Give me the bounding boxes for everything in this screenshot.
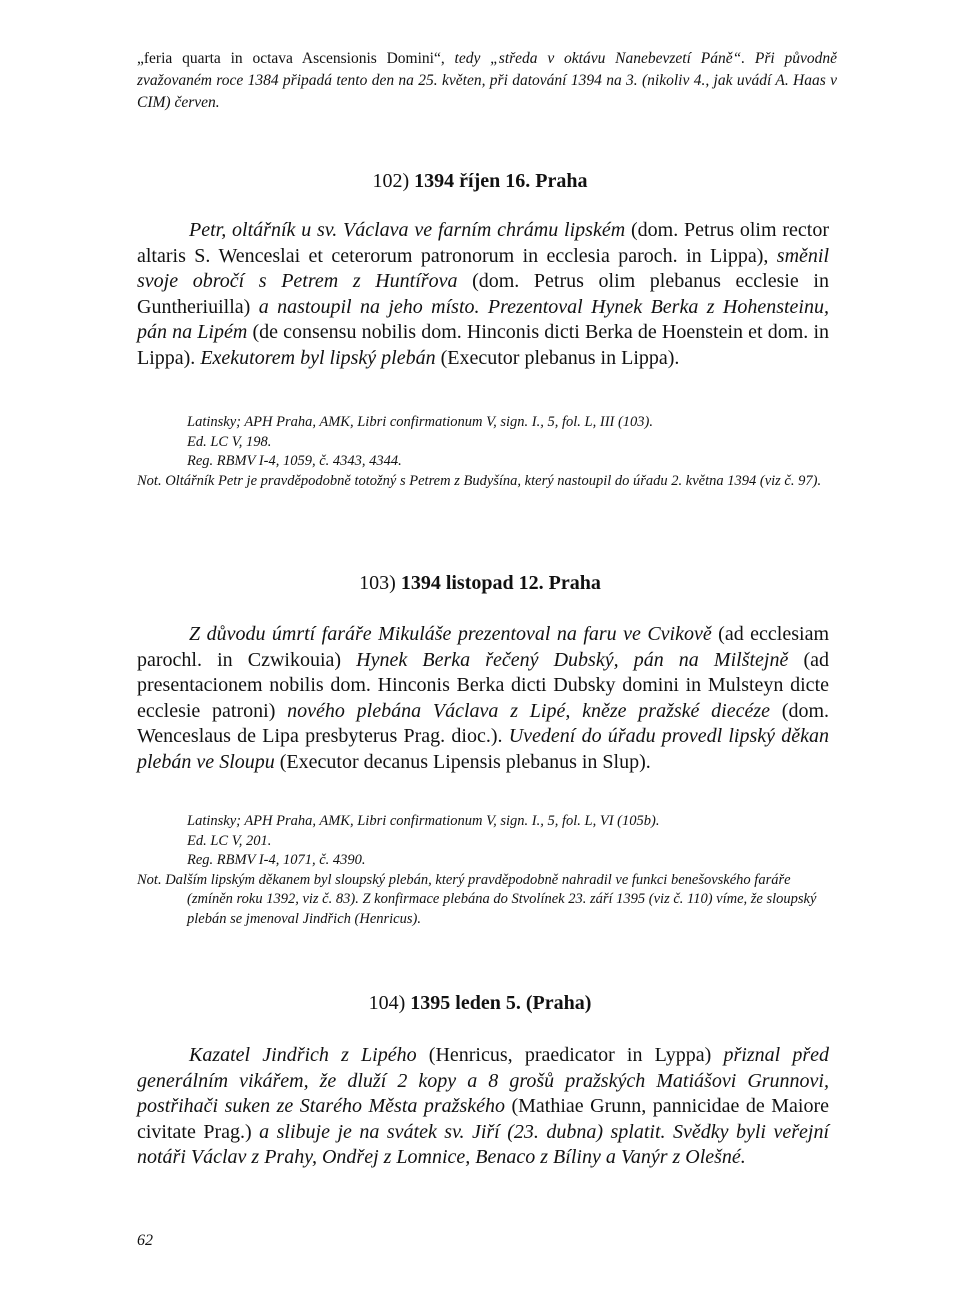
regest-103-part: (ad ecclesiam parochl. in Czwikouia)	[137, 623, 830, 671]
regest-103-part: nového plebána Václava z Lipé, kněze pražské diecéze	[287, 699, 771, 722]
regest-102-part: (Executor plebanus in Lippa).	[435, 346, 680, 369]
notes-102	[137, 413, 832, 491]
regest-102	[137, 218, 829, 371]
regest-104-part: přiznal před generálním vikářem, že dluží 2 kopy a 8 grošů pražských Matiášovi Grunnovi, postřihači suken ze Starého Města pražského	[137, 1044, 829, 1117]
regest-102-part: Petr, oltářník u sv. Václava ve farním chrámu lipském	[189, 219, 626, 241]
regest-103-text	[137, 622, 829, 775]
regest-104-part: (Mathiae Grunn, pannicidae de Maiore civitate Prag.)	[137, 1095, 829, 1143]
regest-102-part: (de consensu nobilis dom. Hinconis dicti Berka de Hoenstein et dom. in Lippa).	[137, 321, 830, 369]
regest-104-part: (Henricus, praedicator in Lyppa)	[416, 1044, 724, 1066]
regest-102-text	[137, 218, 829, 371]
page-number: 62	[137, 1232, 153, 1249]
regest-103-part: (dom. Wenceslaus de Lipa presbyterus Prag. dioc.).	[137, 699, 830, 747]
regest-102-part: směnil svoje obročí s Petrem z Huntířova	[137, 244, 829, 292]
regest-102-part: Exekutorem byl lipský plebán	[200, 346, 436, 369]
regest-103-part: Hynek Berka řečený Dubský, pán na Milštejně	[356, 648, 789, 671]
commentary-note: Not. Oltářník Petr je pravděpodobně totožný s Petrem z Budyšína, který nastoupil do úřadu 2. května 1394 (viz č. 97).	[137, 472, 822, 489]
notes-103	[137, 812, 832, 929]
regest-102-part: a nastoupil na jeho místo. Prezentoval Hynek Berka z Hohensteinu, pán na Lipém	[137, 295, 829, 343]
edition-note: Ed. LC V, 201.	[187, 832, 272, 849]
regest-104-part: a slibuje je na svátek sv. Jiří (23. dubna) splatit. Svědky byli veřejní notáři Václav z Prahy, Ondřej z Lomnice, Benaco z Bíliny a Vanýr z Olešné.	[137, 1120, 829, 1168]
regest-102-part: (dom. Petrus olim plebanus ecclesie in Guntheriuilla)	[137, 270, 829, 318]
heading-102	[0, 168, 960, 194]
regest-note: Reg. RBMV I-4, 1071, č. 4390.	[187, 852, 366, 868]
heading-103-date: 1394 listopad 12. Praha	[400, 572, 601, 594]
heading-103	[0, 570, 960, 596]
heading-103-number: 103)	[359, 572, 401, 594]
intro-note	[137, 48, 837, 114]
regest-104	[137, 1043, 829, 1171]
regest-103-part: (Executor decanus Lipensis plebanus in Slup).	[274, 750, 651, 773]
heading-102-number: 102)	[372, 170, 415, 192]
regest-102-part: (dom. Petrus olim rector altaris S. Wenceslai et ceterorum patronorum in ecclesia paroch. in Lippa),	[137, 219, 829, 267]
regest-103-part: Uvedení do úřadu provedl lipský děkan plebán ve Sloupu	[137, 725, 829, 773]
heading-104-date: 1395 leden 5. (Praha)	[410, 992, 592, 1014]
heading-102-date: 1394 říjen 16. Praha	[414, 170, 588, 192]
regest-note: Reg. RBMV I-4, 1059, č. 4343, 4344.	[187, 453, 402, 469]
regest-104-part: Kazatel Jindřich z Lipého	[189, 1044, 417, 1066]
regest-104-text	[137, 1043, 829, 1171]
source-note: Latinsky; APH Praha, AMK, Libri confirmationum V, sign. I., 5, fol. L, VI (105b).	[187, 813, 660, 829]
heading-104	[0, 990, 960, 1016]
intro-czech: tedy „středa v oktávu Nanebevzetí Páně“. Při původně zvažovaném roce 1384 připadá tento den na 25. květen, při datování 1394 na 3. (nikoliv 4., jak uvádí A. Haas v CIM) červen.	[137, 50, 838, 111]
heading-104-number: 104)	[368, 992, 411, 1014]
source-note: Latinsky; APH Praha, AMK, Libri confirmationum V, sign. I., 5, fol. L, III (103).	[187, 414, 654, 430]
regest-103-part: Z důvodu úmrtí faráře Mikuláše prezentoval na faru ve Cvikově	[189, 623, 712, 645]
commentary-note: Not. Dalším lipským děkanem byl sloupský plebán, který pravděpodobně nahradil ve funkci benešovského faráře (zmíněn roku 1392, viz č. 83). Z konfirmace plebána do Stvolínek 23. září 1395 (viz č. 110) víme, že sloupský plebán se jmenoval Jindřich (Henricus).	[137, 871, 817, 927]
regest-103-part: (ad presentacionem nobilis dom. Hinconis Berka dicti Dubsky domini in Mulsteyn dicte ecclesie patroni)	[137, 648, 829, 722]
intro-latin: „feria quarta in octava Ascensionis Domini“,	[137, 50, 455, 67]
edition-note: Ed. LC V, 198.	[187, 433, 272, 450]
regest-103	[137, 622, 829, 775]
